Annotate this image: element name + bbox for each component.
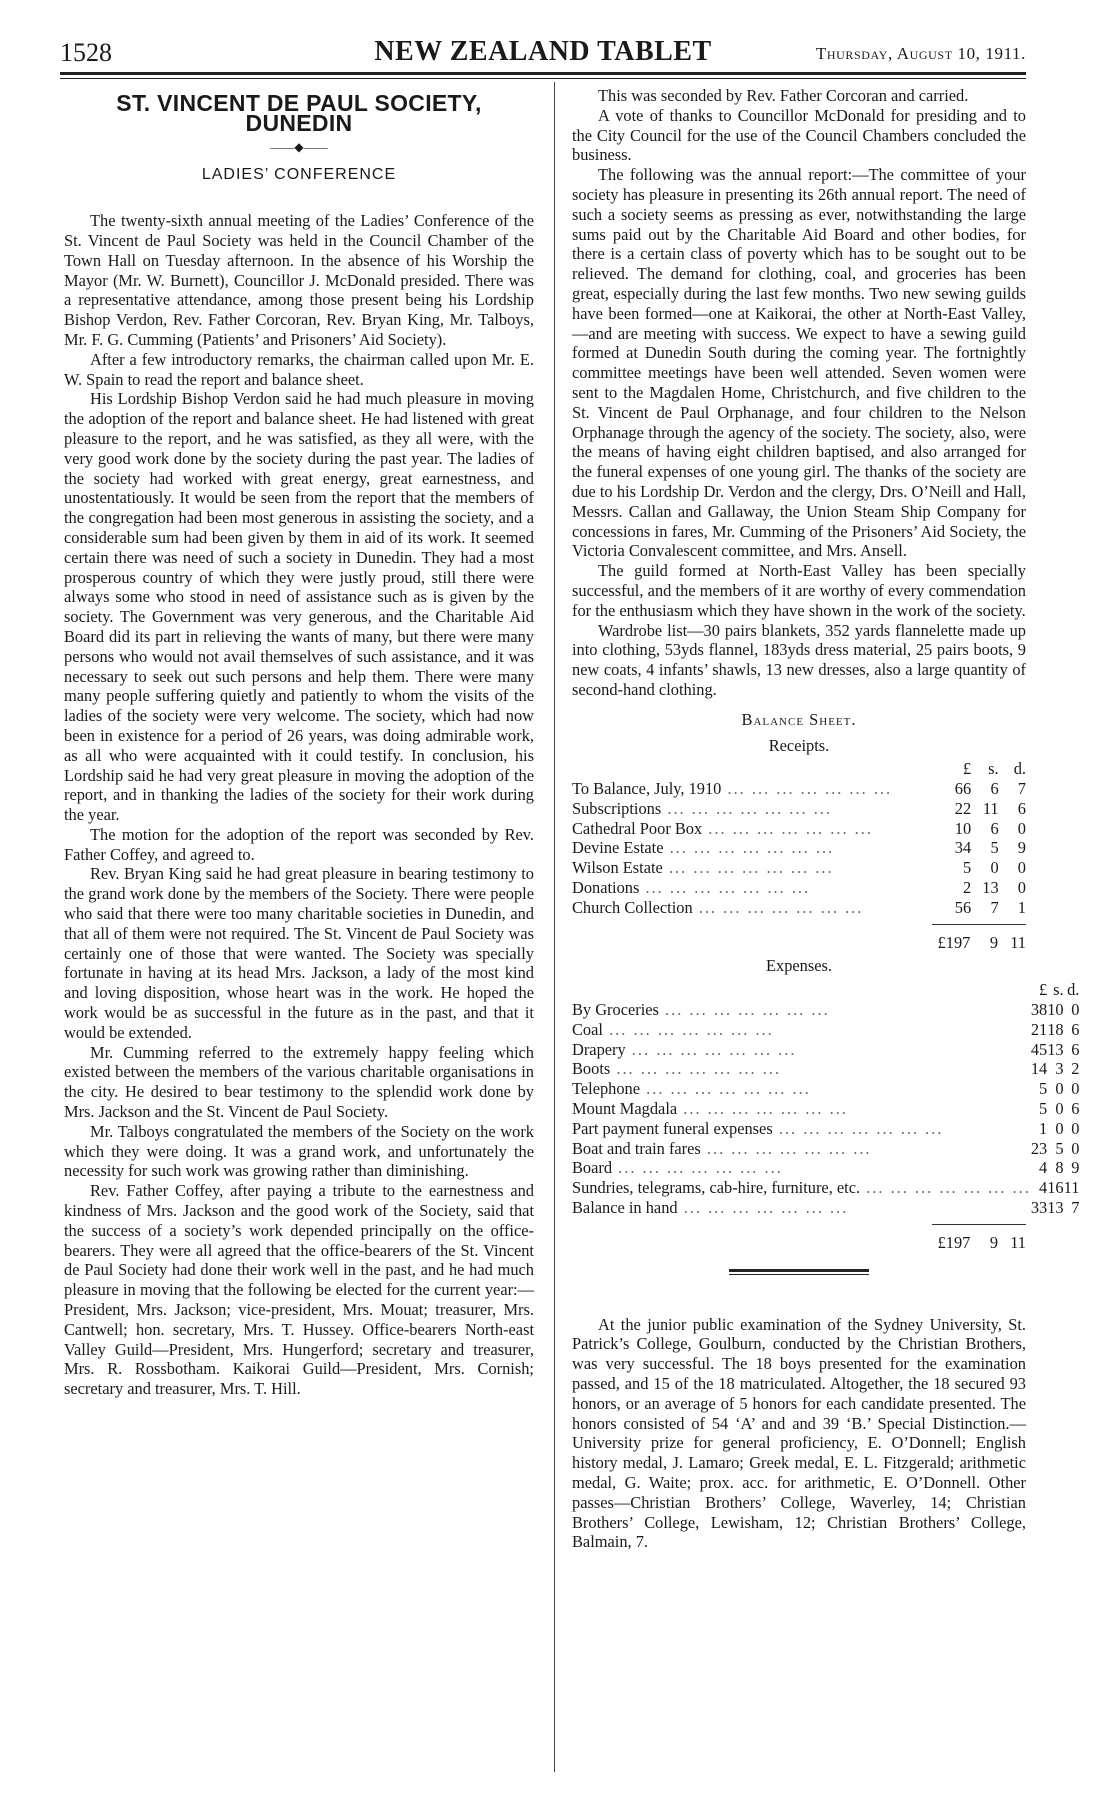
- ledger-item-label: Part payment funeral expenses: [572, 1118, 773, 1138]
- currency-header: s.: [1053, 980, 1064, 1000]
- pence-value: 7: [1017, 779, 1026, 799]
- paragraph: Mr. Cumming referred to the extremely happy feeling which existed between the members of the various charitable organisations in the city. He desired to bear testimony to the splendid work done by Mrs. Jackson and the St. Vincent de Paul Society.: [64, 1042, 534, 1122]
- ledger-item-label: To Balance, July, 1910: [572, 779, 722, 799]
- ledger-row: [572, 878, 1026, 898]
- leader-dots: ... ... ... ... ... ... ...: [702, 818, 873, 838]
- shillings-value: 6: [990, 779, 999, 799]
- page-number: 1528: [60, 38, 112, 67]
- ledger-row: [572, 1099, 1079, 1119]
- shillings-value: 5: [990, 838, 999, 858]
- ledger-row: [572, 779, 1026, 799]
- leader-dots: ... ... ... ... ... ... ...: [602, 1019, 774, 1039]
- pounds-value: 66: [954, 779, 972, 799]
- article-title: ST. VINCENT DE PAUL SOCIETY, DUNEDIN: [116, 90, 482, 136]
- currency-header-row: [572, 980, 1079, 1000]
- pounds-value: 33: [1030, 1198, 1048, 1218]
- leader-dots: ... ... ... ... ... ... ...: [692, 897, 864, 917]
- shillings-value: 18: [1047, 1019, 1064, 1039]
- pence-value: 6: [1017, 798, 1026, 818]
- ledger-item-label: Telephone: [572, 1079, 641, 1099]
- ledger-row: [572, 858, 1026, 878]
- ledger-item-label: Drapery: [572, 1039, 626, 1059]
- total-rule: [932, 1224, 1026, 1225]
- ledger-item-label: Subscriptions: [572, 798, 662, 818]
- ledger-item-label: Wilson Estate: [572, 858, 663, 878]
- paragraph: The twenty-sixth annual meeting of the Ladies’ Conference of the St. Vincent de Paul Society was held in the Council Chamber of the Town Hall on Tuesday afternoon. In the absence of his Worship the Mayor (Mr. W. Burnett), Councillor J. McDonald presided. There was a representative attendance, among those present being his Lordship Bishop Verdon, Rev. Father Corcoran, Rev. Bryan King, Mr. Talboys, Mr. F. G. Cumming (Patients’ and Prisoners’ Aid Society).: [64, 211, 534, 349]
- issue-date: Thursday, August 10, 1911.: [815, 44, 1026, 63]
- paragraph: The following was the annual report:—The committee of your society has pleasure in presenting its 26th annual report. The need of such a society seems as pressing as ever, notwithstanding the large sums paid out by the Charitable Aid Board and other bodies, for there is a certain class of poverty which has to be sought out to be relieved. The demand for clothing, coal, and groceries has been great, especially during the last few months. Two new sewing guilds have been formed—one at Kaikorai, the other at North-East Valley,—and are meeting with success. We expect to have a sewing guild formed at Dunedin South during the coming year. The fortnightly committee meetings have been well attended. Seven women were sent to the Magdalen Home, Christchurch, and five children to the St. Vincent de Paul Orphanage, and four children to the Nelson Orphanage through the agency of the society. The society, also, were the means of having eight children baptised, and also arranged for the funeral expenses of one young girl. The thanks of the society are due to his Lordship Dr. Verdon and the clergy, Drs. O’Neill and Hall, Messrs. Callan and Gallaway, the Union Steam Ship Company for concessions in fares, Mr. Cumming of the Prisoners’ Aid Society, the Victoria Convalescent committee, and Mrs. Ansell.: [572, 165, 1026, 561]
- total-rule: [932, 924, 1026, 925]
- paragraph: After a few introductory remarks, the chairman called upon Mr. E. W. Spain to read the report and balance sheet.: [64, 349, 534, 389]
- leader-dots: ... ... ... ... ... ... ...: [658, 1000, 830, 1020]
- ledger-row: [572, 1079, 1079, 1099]
- pounds-value: 38: [1030, 1000, 1048, 1020]
- balance-sheet: [572, 709, 1080, 1253]
- pounds-value: 1: [1039, 1118, 1048, 1138]
- shillings-value: 0: [1055, 1118, 1064, 1138]
- pounds-value: 4: [1039, 1178, 1048, 1198]
- title-ornament: ——◆——: [270, 139, 328, 154]
- total-pounds: £197: [937, 932, 971, 952]
- shillings-value: 13: [982, 878, 999, 898]
- ledger-row: [572, 1198, 1079, 1218]
- expenses-table: [572, 980, 1079, 1218]
- shillings-value: 0: [1055, 1079, 1064, 1099]
- ledger-row: [572, 819, 1026, 839]
- right-column: [572, 86, 1080, 1552]
- paragraph: This was seconded by Rev. Father Corcoran and carried.: [598, 86, 969, 105]
- currency-header: s.: [988, 759, 999, 779]
- ledger-item-label: Cathedral Poor Box: [572, 818, 703, 838]
- pence-value: 0: [1017, 878, 1026, 898]
- ledger-row: [572, 799, 1026, 819]
- pence-value: 2: [1071, 1059, 1080, 1079]
- pounds-value: 14: [1030, 1059, 1048, 1079]
- shillings-value: 0: [990, 858, 999, 878]
- leader-dots: ... ... ... ... ... ... ...: [772, 1118, 944, 1138]
- paragraph: Mr. Talboys congratulated the members of the Society on the work which they were doing. It was a grand work, and unfortunately the necessity for such work was growing rather than diminishing.: [64, 1121, 534, 1181]
- pounds-value: 23: [1030, 1138, 1048, 1158]
- ledger-item-label: Boots: [572, 1059, 611, 1079]
- expenses-heading: Expenses.: [765, 956, 832, 976]
- currency-header: £: [1039, 980, 1048, 1000]
- currency-header-row: [572, 759, 1026, 779]
- ledger-row: [572, 1059, 1079, 1079]
- total-shillings: 9: [989, 932, 999, 952]
- pence-value: 1: [1017, 897, 1026, 917]
- leader-dots: ... ... ... ... ... ... ...: [721, 779, 893, 799]
- shillings-value: 3: [1055, 1059, 1064, 1079]
- pounds-value: 56: [954, 897, 972, 917]
- paragraph: The guild formed at North-East Valley has been specially successful, and the members of it are worthy of every commendation for the enthusiasm which they have shown in the work of the society.: [572, 561, 1026, 620]
- pounds-value: 2: [962, 878, 972, 898]
- shillings-value: 7: [990, 897, 999, 917]
- leader-dots: ... ... ... ... ... ... ...: [663, 838, 835, 858]
- pounds-value: 5: [962, 858, 972, 878]
- left-column: [64, 86, 534, 1399]
- leader-dots: ... ... ... ... ... ... ...: [677, 1198, 849, 1218]
- currency-header: d.: [1067, 980, 1080, 1000]
- pence-value: 0: [1071, 1079, 1080, 1099]
- currency-header: d.: [1013, 759, 1026, 779]
- total-shillings: 9: [989, 1232, 999, 1252]
- ledger-item-label: By Groceries: [572, 1000, 659, 1020]
- ledger-item-label: Mount Magdala: [572, 1099, 678, 1119]
- leader-dots: ... ... ... ... ... ... ...: [612, 1158, 783, 1178]
- pence-value: 6: [1071, 1019, 1080, 1039]
- pounds-value: 21: [1030, 1019, 1048, 1039]
- receipts-heading: Receipts.: [768, 735, 830, 755]
- section-rule: [729, 1269, 869, 1272]
- shillings-value: 13: [1047, 1039, 1064, 1059]
- paragraph: His Lordship Bishop Verdon said he had much pleasure in moving the adoption of the report and balance sheet. He had listened with great pleasure to the report, and he was satisfied, as they all were, with the very good work done by the society during the past year. The ladies of the society had worked with great energy, great earnestness, and unostentatiously. It would be seen from the report that the members of the congregation had been most generous in assisting the society, and a considerable sum had been given by them in aid of its work. It seemed certain there was need of such a society in Dunedin. They had a most prosperous country of which they were justly proud, still there were always some who stood in need of assistance such as is given by the society. The Government was very generous, and the Charitable Aid Board did its part in relieving the wants of many, but there were many persons who would not avail themselves of such assistance, and it was necessary to seek out such persons and help them. There were many many people suffering quietly and patiently to whom the visits of the ladies of the society were very welcome. The society, which had now been in existence for a period of 26 years, was doing admirable work, as all who were acquainted with it could testify. In conclusion, his Lordship said he had very great pleasure in moving the adoption of the report, and in thanking the ladies of the society for their work during the year.: [64, 389, 534, 825]
- paragraph: A vote of thanks to Councillor McDonald for presiding and to the City Council for the use of the Council Chambers concluded the business.: [572, 105, 1026, 165]
- balance-sheet-title: Balance Sheet.: [741, 709, 857, 729]
- leader-dots: ... ... ... ... ... ... ...: [661, 798, 832, 818]
- leader-dots: ... ... ... ... ... ... ...: [639, 878, 811, 898]
- pence-value: 6: [1071, 1099, 1080, 1119]
- leader-dots: ... ... ... ... ... ... ...: [625, 1039, 797, 1059]
- ledger-row: [572, 898, 1026, 918]
- pence-value: 6: [1071, 1039, 1080, 1059]
- pounds-value: 34: [954, 838, 972, 858]
- ledger-item-label: Devine Estate: [572, 838, 664, 858]
- shillings-value: 8: [1055, 1158, 1064, 1178]
- ledger-row: [572, 1040, 1079, 1060]
- expenses-total: [572, 1231, 1026, 1253]
- shillings-value: 0: [1055, 1099, 1064, 1119]
- total-pounds: £197: [937, 1232, 971, 1252]
- shillings-value: 6: [990, 818, 999, 838]
- ledger-item-label: Boat and train fares: [572, 1138, 701, 1158]
- ledger-row: [572, 838, 1026, 858]
- pounds-value: 45: [1030, 1039, 1048, 1059]
- pence-value: 0: [1017, 818, 1026, 838]
- ledger-row: [572, 1178, 1079, 1198]
- currency-header: £: [962, 759, 972, 779]
- pence-value: 7: [1071, 1198, 1080, 1218]
- pence-value: 9: [1071, 1158, 1080, 1178]
- shillings-value: 16: [1047, 1178, 1064, 1198]
- pence-value: 0: [1071, 1118, 1080, 1138]
- shillings-value: 11: [982, 798, 999, 818]
- ledger-item-label: Balance in hand: [572, 1198, 678, 1218]
- receipts-total: [572, 931, 1026, 953]
- leader-dots: ... ... ... ... ... ... ...: [677, 1099, 848, 1119]
- news-item-paragraph: At the junior public examination of the Sydney University, St. Patrick’s College, Goulburn, conducted by the Christian Brothers, was very successful. The 18 boys presented for the examination passed, and 15 of the 18 matriculated. Altogether, the 18 secured 93 honors, or an average of 5 honors for each candidate presented. The honors consisted of 54 ‘A’ and and 39 ‘B.’ Special Distinction.—University prize for general proficiency, E. O’Donnell; English history medal, J. Lamaro; Greek medal, E. L. Fitzgerald; arithmetic medal, G. Waite; prox. acc. for arithmetic, E. O’Donnell. Other passes—Christian Brothers’ College, Waverley, 14; Christian Brothers’ College, Lewisham, 12; Christian Brothers’ College, Balmain, 7.: [572, 1314, 1026, 1552]
- receipts-table: [572, 759, 1026, 917]
- pounds-value: 5: [1039, 1079, 1048, 1099]
- leader-dots: ... ... ... ... ... ... ...: [700, 1138, 872, 1158]
- ledger-row: [572, 1119, 1079, 1139]
- total-pence: 11: [1010, 932, 1026, 952]
- paragraph: Rev. Father Coffey, after paying a tribute to the earnestness and kindness of Mrs. Jackson and the good work of the Society, said that the success of a society’s work depended principally on the office-bearers. They were all agreed that the office-bearers of the St. Vincent de Paul Society had done their work well in the past, and he had much pleasure in moving that the following be elected for the current year:—President, Mrs. Jackson; vice-president, Mrs. Mouat; treasurer, Mrs. Cantwell; hon. secretary, Mrs. T. Hussey. Office-bearers North-east Valley Guild—President, Mrs. Hungerford; secretary and treasurer, Mrs. R. Rossbotham. Kaikorai Guild—President, Mrs. Cornish; secretary and treasurer, Mrs. T. Hill.: [64, 1181, 534, 1399]
- ledger-row: [572, 1020, 1079, 1040]
- ledger-item-label: Church Collection: [572, 897, 693, 917]
- pence-value: 0: [1071, 1138, 1080, 1158]
- masthead-rule: [60, 72, 1026, 75]
- pence-value: 0: [1071, 1000, 1080, 1020]
- article-subtitle: LADIES’ CONFERENCE: [201, 166, 397, 184]
- pounds-value: 22: [954, 798, 972, 818]
- ledger-row: [572, 1158, 1079, 1178]
- total-pence: 11: [1010, 1232, 1026, 1252]
- paragraph: Wardrobe list—30 pairs blankets, 352 yards flannelette made up into clothing, 53yds flannel, 183yds dress material, 25 pairs boots, 9 new coats, 4 infants’ shawls, 13 new dresses, also a large quantity of second-hand clothing.: [572, 620, 1026, 699]
- leader-dots: ... ... ... ... ... ... ...: [640, 1079, 811, 1099]
- masthead-rule-thin: [60, 78, 1026, 79]
- shillings-value: 10: [1047, 1000, 1064, 1020]
- section-rule-thin: [729, 1274, 869, 1275]
- pence-value: 0: [1017, 858, 1026, 878]
- shillings-value: 5: [1055, 1138, 1064, 1158]
- leader-dots: ... ... ... ... ... ... ...: [860, 1178, 1031, 1198]
- shillings-value: 13: [1047, 1198, 1064, 1218]
- paragraph: Rev. Bryan King said he had great pleasure in bearing testimony to the grand work done by the members of the Society. There were people who said that there were too many charitable societies in Dunedin, and that all of them were not required. The St. Vincent de Paul Society was certainly one of those that were wanted. The Society was specially fortunate in having at its head Mrs. Jackson, a lady of the most kind and loving disposition, whose heart was in the work. He hoped the work would be as successful in the future as in the past, and that it would be extended.: [64, 864, 534, 1042]
- ledger-item-label: Coal: [572, 1019, 603, 1039]
- pounds-value: 10: [954, 818, 972, 838]
- column-divider: [554, 82, 555, 1772]
- pounds-value: 5: [1039, 1099, 1048, 1119]
- ledger-item-label: Sundries, telegrams, cab-hire, furniture, etc.: [572, 1178, 861, 1198]
- leader-dots: ... ... ... ... ... ... ...: [662, 858, 834, 878]
- ledger-item-label: Board: [572, 1158, 613, 1178]
- ledger-row: [572, 1139, 1079, 1159]
- ledger-row: [572, 1000, 1079, 1020]
- paragraph: The motion for the adoption of the report was seconded by Rev. Father Coffey, and agreed to.: [64, 824, 534, 864]
- leader-dots: ... ... ... ... ... ... ...: [610, 1059, 781, 1079]
- pounds-value: 4: [1039, 1158, 1048, 1178]
- newspaper-title: NEW ZEALAND TABLET: [374, 36, 712, 67]
- ledger-item-label: Donations: [572, 878, 640, 898]
- pence-value: 9: [1017, 838, 1026, 858]
- pence-value: 11: [1063, 1178, 1080, 1198]
